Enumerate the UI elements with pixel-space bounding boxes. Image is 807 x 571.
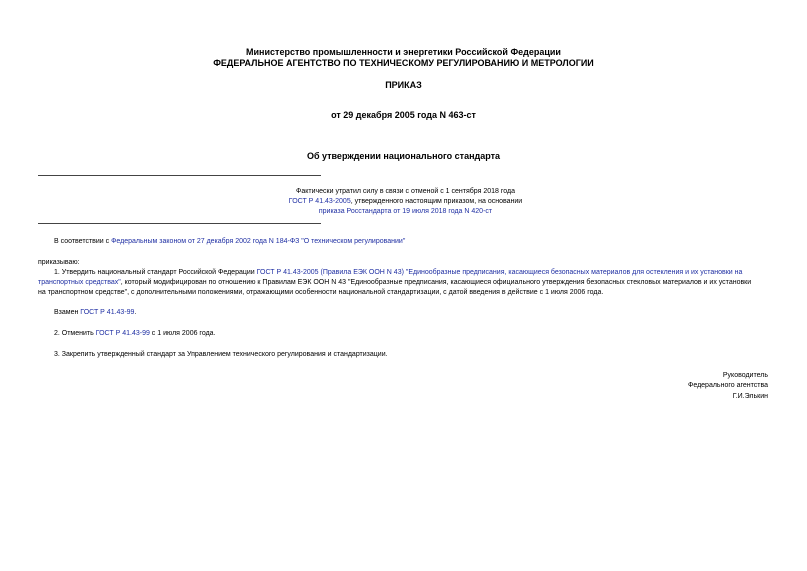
item-1-text-2: , который модифицирован по отношению к Правилам ЕЭК ООН N 43 "Единообразные предписания, касающиеся официального утверждения безопасных стекловых материалов и их установки bbox=[120, 279, 752, 286]
notice-order-link[interactable]: приказа Росстандарта от 19 июля 2018 года N 420-ст bbox=[318, 208, 493, 215]
notice-line-2 bbox=[38, 197, 773, 206]
page-title: Об утверждении национального стандарта bbox=[306, 151, 501, 161]
item-1-text: 1. Утвердить национальный стандарт Российской Федерации bbox=[54, 269, 257, 276]
agency-line: ФЕДЕРАЛЬНОЕ АГЕНТСТВО ПО ТЕХНИЧЕСКОМУ РЕГУЛИРОВАНИЮ И МЕТРОЛОГИИ bbox=[213, 58, 594, 68]
replace-paragraph bbox=[54, 308, 136, 317]
gost-2005-link-cont[interactable]: транспортных средствах" bbox=[38, 279, 121, 286]
intro-paragraph bbox=[54, 237, 405, 246]
replace-text: Взамен bbox=[54, 309, 81, 316]
gost-2005-link[interactable]: ГОСТ Р 41.43-2005 (Правила ЕЭК ООН N 43) "Единообразные предписания, касающиеся безопасных материалов для остекления и их установки на bbox=[256, 269, 743, 276]
divider-bottom bbox=[38, 223, 321, 224]
notice-line-3 bbox=[38, 207, 773, 216]
divider-top bbox=[38, 175, 321, 176]
order-word: приказываю: bbox=[38, 259, 80, 266]
federal-law-link[interactable]: Федеральным законом от 27 декабря 2002 года N 184-ФЗ "О техническом регулировании" bbox=[111, 238, 406, 245]
notice-line-1: Фактически утратил силу в связи с отменой с 1 сентября 2018 года bbox=[296, 188, 515, 195]
signature-org: Федерального агентства bbox=[688, 382, 768, 389]
date-number: от 29 декабря 2005 года N 463-ст bbox=[331, 110, 476, 120]
item-3-paragraph: 3. Закрепить утвержденный стандарт за Управлением технического регулирования и стандартизации. bbox=[54, 351, 388, 358]
signature-role: Руководитель bbox=[722, 372, 768, 379]
item-2-paragraph bbox=[54, 329, 216, 338]
signature-name: Г.И.Элькин bbox=[732, 393, 768, 400]
item-2-text: 2. Отменить bbox=[54, 330, 96, 337]
ministry-line: Министерство промышленности и энергетики Российской Федерации bbox=[246, 47, 561, 57]
intro-text: В соответствии с bbox=[54, 238, 112, 245]
replace-end: . bbox=[134, 309, 137, 316]
gost-99-link-1[interactable]: ГОСТ Р 41.43-99 bbox=[80, 309, 135, 316]
notice-line-2-text: , утвержденного настоящим приказом, на основании bbox=[350, 198, 523, 205]
gost-99-link-2[interactable]: ГОСТ Р 41.43-99 bbox=[95, 330, 150, 337]
doc-type: ПРИКАЗ bbox=[385, 80, 422, 90]
item-1-line-1 bbox=[54, 268, 772, 277]
notice-gost-link[interactable]: ГОСТ Р 41.43-2005 bbox=[288, 198, 351, 205]
item-2-end: с 1 июля 2006 года. bbox=[149, 330, 216, 337]
item-1-line-3: на транспортном средстве", с дополнительными положениями, отражающими особенности национальной стандартизации, с датой введения в действие с 1 июля 2006 года. bbox=[38, 289, 604, 296]
item-1-line-2 bbox=[38, 278, 772, 287]
